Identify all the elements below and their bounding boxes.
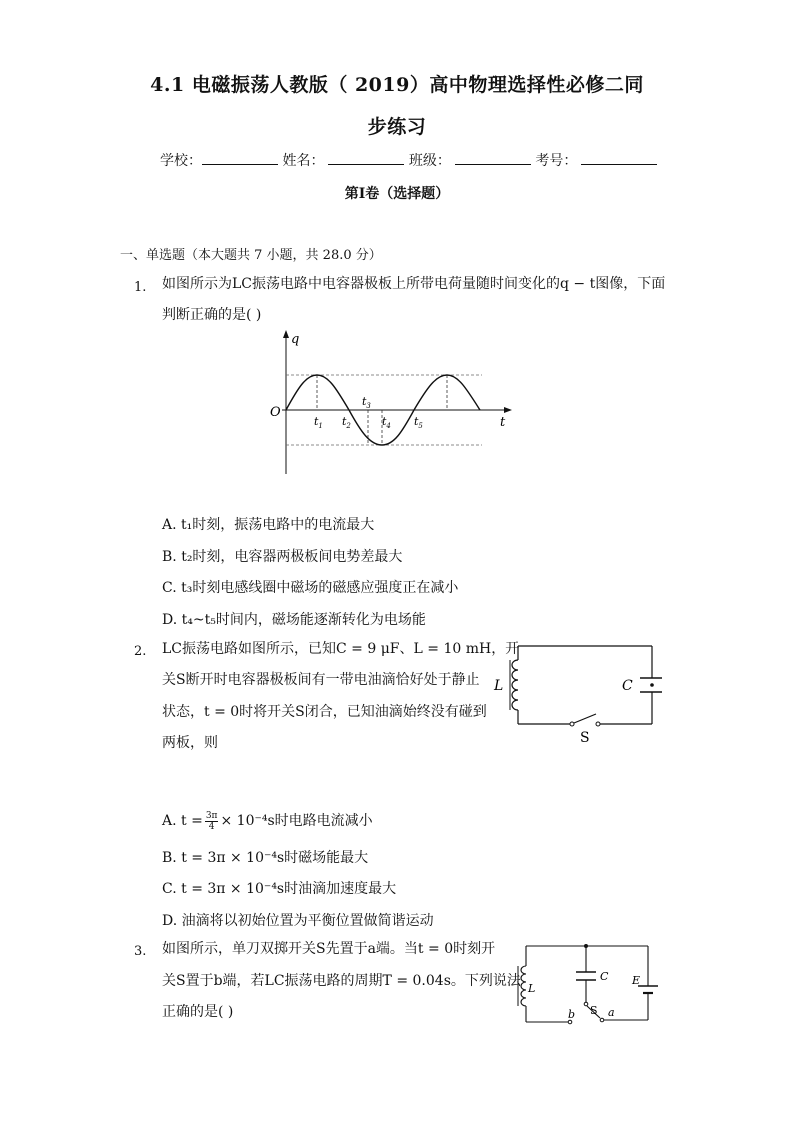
switch-label: S <box>580 730 590 746</box>
name-label: 姓名： <box>282 153 325 169</box>
question-1-line-1: 如图所示为LC振荡电路中电容器极板上所带电荷量随时间变化的q − t图像，下面 <box>162 276 666 292</box>
question-2-number: 2. <box>134 644 147 659</box>
name-blank[interactable] <box>328 152 404 165</box>
switch-circuit-figure <box>512 938 660 1026</box>
capacitor-label: C <box>600 970 609 983</box>
fraction: $\frac{3\pi}{4}$ <box>205 810 218 832</box>
number-label: 考号： <box>535 153 578 169</box>
school-blank[interactable] <box>202 152 278 165</box>
question-2-line-2: 关S断开时电容器极板间有一带电油滴恰好处于静止 <box>162 672 480 688</box>
inductor-label: L <box>494 678 504 694</box>
question-2-option-a[interactable]: A. t = $\frac{3\pi}{4}$ × 10⁻⁴s时电路电流减小 <box>162 810 373 832</box>
battery-label: E <box>632 974 641 987</box>
question-1-number: 1. <box>134 280 147 295</box>
school-label: 学校： <box>160 153 202 169</box>
question-2-line-3: 状态，t = 0时将开关S闭合，已知油滴始终没有碰到 <box>162 704 487 720</box>
class-blank[interactable] <box>455 152 531 165</box>
volume-heading: 第I卷（选择题） <box>344 186 450 202</box>
section-heading: 一、单选题（本大题共 7 小题，共 28.0 分） <box>120 248 382 263</box>
x-axis-label: t <box>500 415 506 430</box>
capacitor-label: C <box>622 678 633 694</box>
question-1-option-a[interactable]: A. t₁时刻，振荡电路中的电流最大 <box>162 517 375 533</box>
y-axis-label: q <box>291 332 300 347</box>
question-3-line-3: 正确的是( ) <box>162 1004 234 1020</box>
question-2-option-b[interactable]: B. t = 3π × 10⁻⁴s时磁场能最大 <box>162 850 369 866</box>
question-2-option-d[interactable]: D. 油滴将以初始位置为平衡位置做简谐运动 <box>162 913 434 929</box>
number-blank[interactable] <box>581 152 657 165</box>
question-1-option-d[interactable]: D. t₄~t₅时间内，磁场能逐渐转化为电场能 <box>162 612 426 628</box>
question-2-line-1: LC振荡电路如图所示，已知C = 9 μF、L = 10 mH，开 <box>162 641 520 657</box>
question-1-line-2: 判断正确的是( ) <box>162 307 262 323</box>
terminal-a-label: a <box>608 1006 615 1019</box>
question-1-option-c[interactable]: C. t₃时刻电感线圈中磁场的磁感应强度正在减小 <box>162 580 459 596</box>
question-3-number: 3. <box>134 944 147 959</box>
question-2-option-c[interactable]: C. t = 3π × 10⁻⁴s时油滴加速度最大 <box>162 881 397 897</box>
tick-t5: $t_5$ <box>414 415 423 430</box>
lc-circuit-figure <box>492 638 662 748</box>
tick-t2: $t_2$ <box>342 415 351 430</box>
title-line-1: 4.1 电磁振荡人教版（ 2019）高中物理选择性必修二同 <box>150 74 644 96</box>
question-2-line-4: 两板，则 <box>162 735 218 751</box>
question-3-line-2: 关S置于b端，若LC振荡电路的周期T = 0.04s。下列说法 <box>162 973 521 989</box>
origin-label: O <box>270 405 281 420</box>
class-label: 班级： <box>408 153 451 169</box>
q-t-graph <box>262 326 522 478</box>
title-line-2: 步练习 <box>367 116 427 138</box>
student-info <box>160 150 657 170</box>
tick-t4: $t_4$ <box>382 415 391 430</box>
question-3-line-1: 如图所示，单刀双掷开关S先置于a端。当t = 0时刻开 <box>162 941 496 957</box>
tick-t3: $t_3$ <box>362 395 371 410</box>
switch-label: S <box>590 1004 598 1017</box>
question-1-option-b[interactable]: B. t₂时刻，电容器两极板间电势差最大 <box>162 549 403 565</box>
terminal-b-label: b <box>568 1008 576 1021</box>
inductor-label: L <box>528 982 536 995</box>
tick-t1: $t_1$ <box>314 415 323 430</box>
